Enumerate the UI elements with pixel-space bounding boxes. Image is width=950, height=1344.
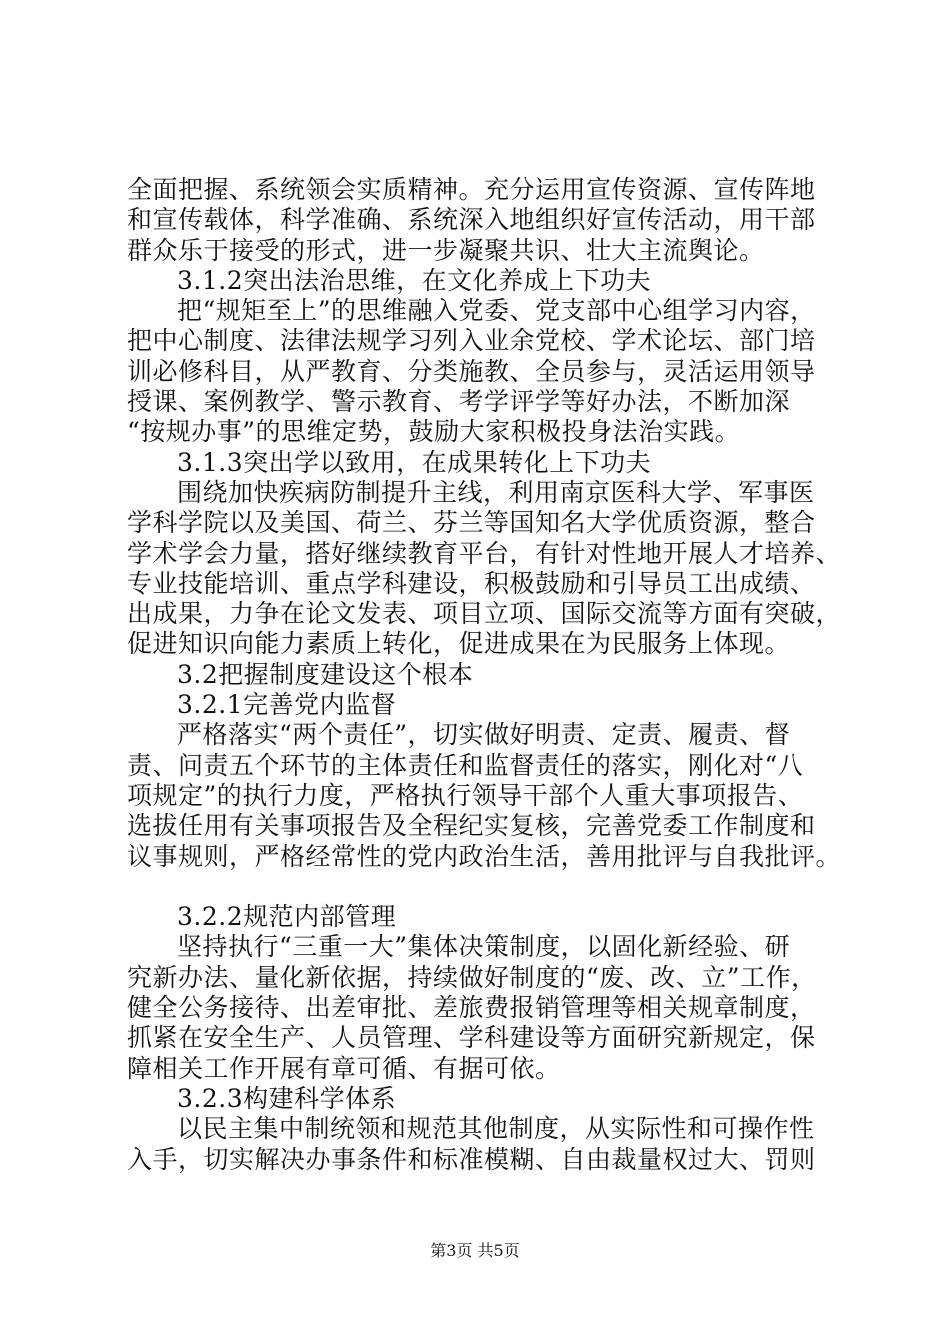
paragraph-line: 健全公务接待、出差审批、差旅费报销管理等相关规章制度， (127, 993, 816, 1023)
section-heading-3-2: 3.2把握制度建设这个根本 (177, 659, 474, 689)
paragraph-line: 训必修科目，从严教育、分类施教、全员参与，灵活运用领导 (127, 356, 816, 386)
section-heading-3-1-3: 3.1.3突出学以致用，在成果转化上下功夫 (177, 447, 652, 477)
paragraph-gap (127, 872, 827, 902)
section-heading-3-1-2: 3.1.2突出法治思维，在文化养成上下功夫 (177, 265, 652, 295)
paragraph-line: 项规定”的执行力度，严格执行领导干部个人重大事项报告、 (127, 780, 804, 810)
paragraph-line: 促进知识向能力素质上转化，促进成果在为民服务上体现。 (127, 629, 791, 659)
paragraph-line: 责、问责五个环节的主体责任和监督责任的落实，刚化对“八 (127, 750, 804, 780)
paragraph-line: 究新办法、量化新依据，持续做好制度的“废、改、立”工作， (127, 962, 817, 992)
section-heading-3-2-3: 3.2.3构建科学体系 (177, 1083, 397, 1113)
body-text (127, 175, 842, 1175)
paragraph-line: 把中心制度、法律法规学习列入业余党校、学术论坛、部门培 (127, 326, 816, 356)
section-heading-3-2-2: 3.2.2规范内部管理 (177, 902, 397, 932)
paragraph-line: 围绕加快疾病防制提升主线，利用南京医科大学、军事医 (177, 477, 815, 507)
paragraph-line: 议事规则，严格经常性的党内政治生活，善用批评与自我批评。 (127, 841, 842, 871)
paragraph-line: 以民主集中制统领和规范其他制度，从实际性和可操作性 (177, 1114, 815, 1144)
paragraph-line: 严格落实“两个责任”，切实做好明责、定责、履责、督 (177, 720, 791, 750)
paragraph-line: 全面把握、系统领会实质精神。充分运用宣传资源、宣传阵地 (127, 175, 816, 204)
paragraph-line: 专业技能培训、重点学科建设，积极鼓励和引导员工出成绩、 (127, 568, 816, 598)
paragraph-line: 把“规矩至上”的思维融入党委、党支部中心组学习内容， (177, 296, 816, 326)
paragraph-line: 群众乐于接受的形式，进一步凝聚共识、壮大主流舆论。 (127, 235, 765, 265)
paragraph-line: 学术学会力量，搭好继续教育平台，有针对性地开展人才培养、 (127, 538, 842, 568)
paragraph-line: 出成果，力争在论文发表、项目立项、国际交流等方面有突破， (127, 599, 842, 629)
paragraph-line: 抓紧在安全生产、人员管理、学科建设等方面研究新规定，保 (127, 1023, 816, 1053)
paragraph-line: 授课、案例教学、警示教育、考学评学等好办法，不断加深 (127, 387, 791, 417)
paragraph-line: 和宣传载体，科学准确、系统深入地组织好宣传活动，用干部 (127, 205, 816, 235)
paragraph-line: 学科学院以及美国、荷兰、芬兰等国知名大学优质资源，整合 (127, 508, 816, 538)
paragraph-line: 入手，切实解决办事条件和标准模糊、自由裁量权过大、罚则 (127, 1144, 816, 1174)
paragraph-line: 障相关工作开展有章可循、有据可依。 (127, 1053, 561, 1083)
section-heading-3-2-1: 3.2.1完善党内监督 (177, 690, 397, 720)
paragraph-line: 选拔任用有关事项报告及全程纪实复核，完善党委工作制度和 (127, 811, 816, 841)
page-number-footer: 第3页 共5页 (430, 1241, 520, 1260)
paragraph-line: 坚持执行“三重一大”集体决策制度，以固化新经验、研 (177, 932, 791, 962)
paragraph-line: “按规办事”的思维定势，鼓励大家积极投身法治实践。 (127, 417, 741, 447)
